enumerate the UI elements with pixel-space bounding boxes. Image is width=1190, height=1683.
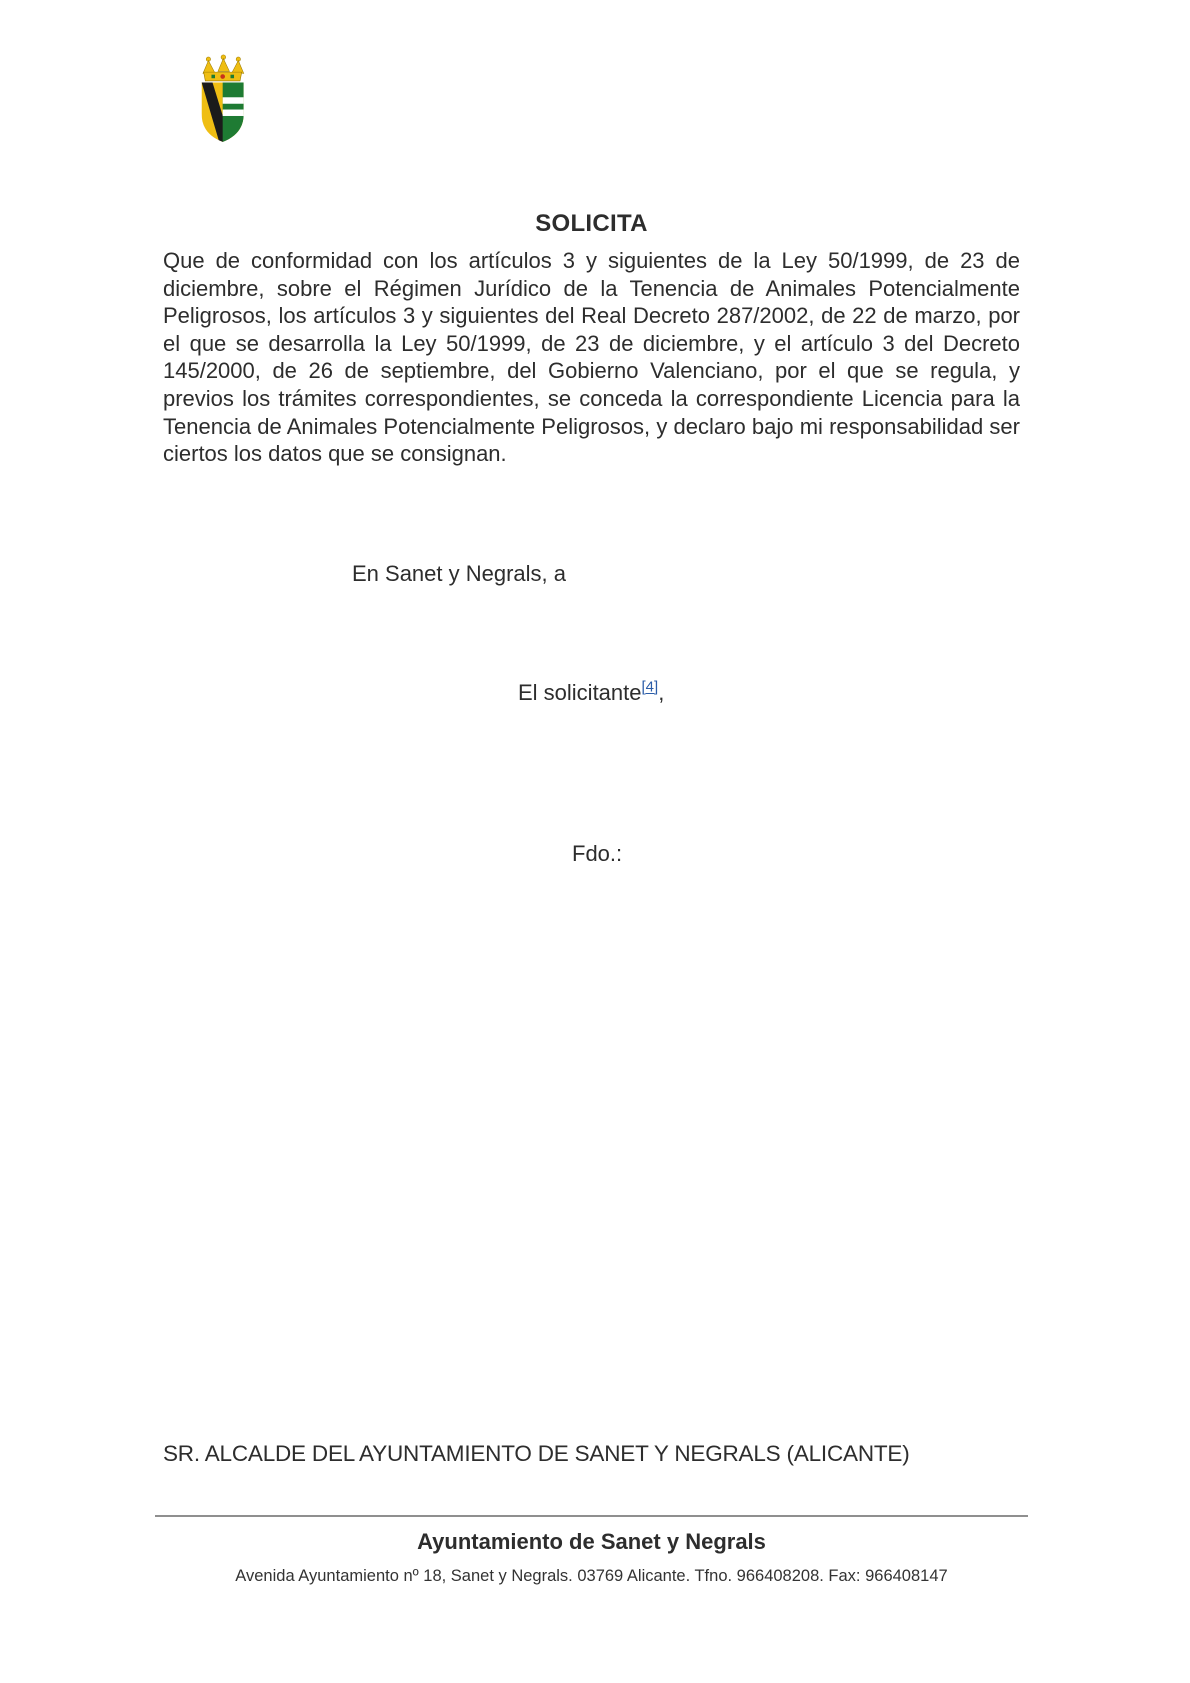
signer-suffix: ,: [658, 680, 665, 705]
shield-icon: [202, 82, 244, 143]
footer-org-name: Ayuntamiento de Sanet y Negrals: [417, 1529, 766, 1554]
footer-divider: [155, 1515, 1028, 1517]
footer-address: Avenida Ayuntamiento nº 18, Sanet y Negrals. 03769 Alicante. Tfno. 966408208. Fax: 966408147: [235, 1567, 948, 1585]
place-date-line: En Sanet y Negrals, a: [352, 561, 567, 586]
body-paragraph: Que de conformidad con los artículos 3 y siguientes de la Ley 50/1999, de 23 de diciembre, sobre el Régimen Jurídico de la Tenencia de Animales Potencialmente Peligrosos, los artículos 3 y siguientes del Real Decreto 287/2002, de 22 de marzo, por el que se desarrolla la Ley 50/1999, de 23 de diciembre, y el artículo 3 del Decreto 145/2000, de 26 de septiembre, del Gobierno Valenciano, por el que se regula, y previos los trámites correspondientes, se conceda la correspondiente Licencia para la Tenencia de Animales Potencialmente Peligrosos, y declaro bajo mi responsabilidad ser ciertos los datos que se consignan.: [163, 248, 1020, 467]
footnote-link-4[interactable]: [4]: [641, 678, 659, 696]
signer-line: [518, 680, 664, 706]
signature-label: Fdo.:: [572, 841, 623, 866]
document-title: SOLICITA: [535, 210, 648, 237]
signer-label: El solicitante: [518, 680, 642, 705]
crown-icon: [203, 55, 244, 81]
footnote-superscript: [642, 679, 659, 696]
coat-of-arms-icon: [188, 54, 256, 146]
coat-of-arms-logo: [188, 54, 256, 146]
addressee-line: SR. ALCALDE DEL AYUNTAMIENTO DE SANET Y NEGRALS (ALICANTE): [163, 1441, 910, 1466]
